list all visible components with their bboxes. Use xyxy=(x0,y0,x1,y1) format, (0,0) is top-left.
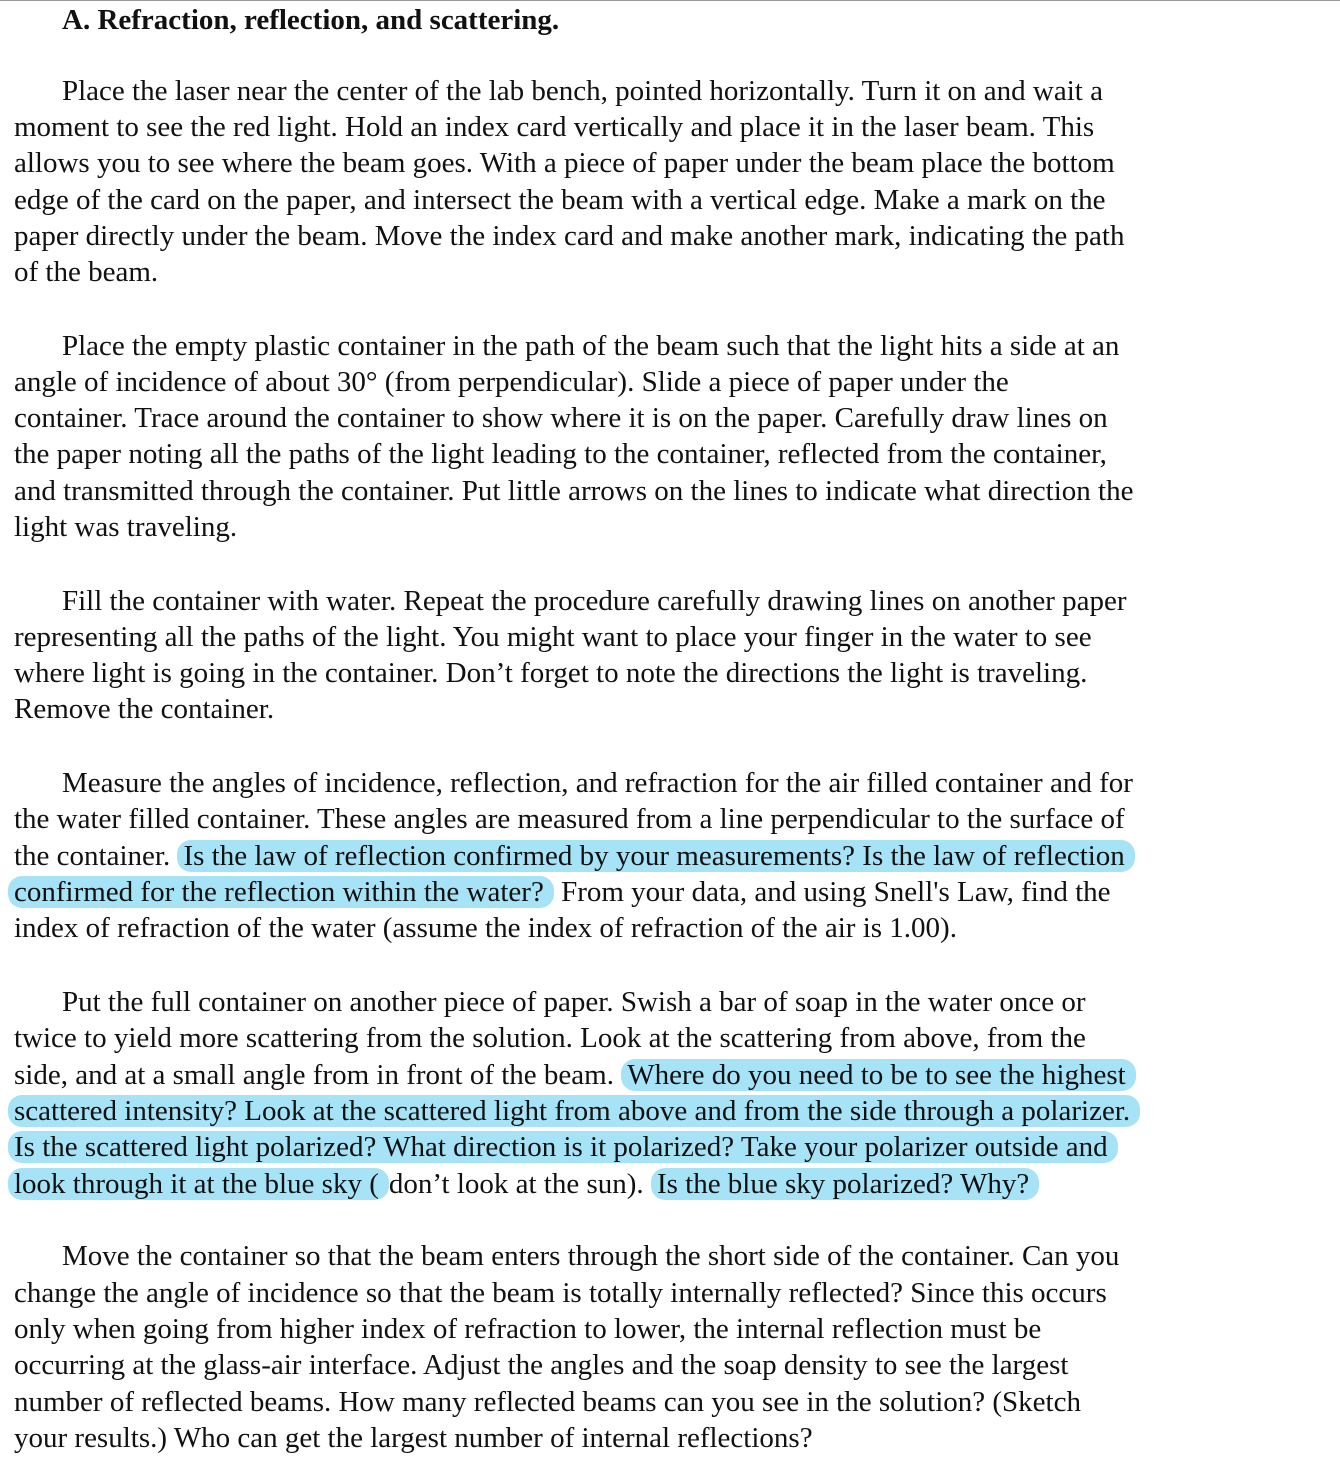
text-line xyxy=(14,1166,1039,1202)
text-line: edge of the card on the paper, and intersect the beam with a vertical edge. Make a mark on the xyxy=(14,184,1106,216)
text-line: only when going from higher index of refraction to lower, the internal reflection must be xyxy=(14,1313,1042,1345)
text-line xyxy=(14,838,1135,874)
text-line: index of refraction of the water (assume the index of refraction of the air is 1.00). xyxy=(14,912,957,944)
highlighted-question: Is the blue sky polarized? Why? xyxy=(651,1168,1039,1200)
text-line: container. Trace around the container to show where it is on the paper. Carefully draw lines on xyxy=(14,402,1108,434)
text-line: allows you to see where the beam goes. With a piece of paper under the beam place the bottom xyxy=(14,147,1115,179)
text-line: Put the full container on another piece of paper. Swish a bar of soap in the water once or xyxy=(62,986,1086,1018)
text-line: Place the laser near the center of the lab bench, pointed horizontally. Turn it on and wait a xyxy=(62,75,1103,107)
text-line: change the angle of incidence so that the beam is totally internally reflected? Since this occurs xyxy=(14,1277,1107,1309)
text-line: the water filled container. These angles are measured from a line perpendicular to the surface of xyxy=(14,803,1125,835)
text-line: number of reflected beams. How many reflected beams can you see in the solution? (Sketch xyxy=(14,1386,1081,1418)
text-line xyxy=(14,1093,1140,1129)
text-line xyxy=(14,1057,1136,1093)
text-line: Place the empty plastic container in the path of the beam such that the light hits a side at an xyxy=(62,330,1120,362)
text-line: of the beam. xyxy=(14,256,159,288)
plain-text: don’t look at the sun). xyxy=(388,1168,651,1200)
highlighted-question: Is the law of reflection confirmed by your measurements? Is the law of reflection xyxy=(177,840,1134,872)
text-line: twice to yield more scattering from the solution. Look at the scattering from above, from the xyxy=(14,1022,1086,1054)
highlighted-question: Where do you need to be to see the highest xyxy=(621,1059,1135,1091)
section-heading: A. Refraction, reflection, and scattering. xyxy=(62,4,560,36)
top-border-rule xyxy=(0,0,1340,1)
highlighted-question: Is the scattered light polarized? What direction is it polarized? Take your polarizer outside and xyxy=(8,1131,1118,1163)
text-line: and transmitted through the container. Put little arrows on the lines to indicate what direction the xyxy=(14,475,1134,507)
text-line xyxy=(14,1129,1118,1165)
highlighted-question: look through it at the blue sky ( xyxy=(8,1168,389,1200)
text-line xyxy=(14,874,1111,910)
text-line: your results.) Who can get the largest number of internal reflections? xyxy=(14,1422,813,1454)
text-line: the paper noting all the paths of the light leading to the container, reflected from the container, xyxy=(14,438,1107,470)
plain-text: side, and at a small angle from in front of the beam. xyxy=(14,1059,622,1091)
text-line: representing all the paths of the light. You might want to place your finger in the water to see xyxy=(14,621,1092,653)
text-line: angle of incidence of about 30° (from perpendicular). Slide a piece of paper under the xyxy=(14,366,1009,398)
text-line: Remove the container. xyxy=(14,693,275,725)
text-line: light was traveling. xyxy=(14,511,238,543)
text-line: where light is going in the container. Don’t forget to note the directions the light is traveling. xyxy=(14,657,1088,689)
text-line: paper directly under the beam. Move the index card and make another mark, indicating the path xyxy=(14,220,1125,252)
text-line: Fill the container with water. Repeat the procedure carefully drawing lines on another paper xyxy=(62,585,1127,617)
plain-text: the container. xyxy=(14,840,178,872)
plain-text: From your data, and using Snell's Law, find the xyxy=(553,876,1111,908)
text-line: moment to see the red light. Hold an index card vertically and place it in the laser beam. This xyxy=(14,111,1095,143)
text-line: Measure the angles of incidence, reflection, and refraction for the air filled container and for xyxy=(62,767,1133,799)
highlighted-question: confirmed for the reflection within the water? xyxy=(8,876,554,908)
highlighted-question: scattered intensity? Look at the scattered light from above and from the side through a polarizer. xyxy=(8,1095,1140,1127)
text-line: Move the container so that the beam enters through the short side of the container. Can you xyxy=(62,1240,1120,1272)
text-line: occurring at the glass-air interface. Adjust the angles and the soap density to see the largest xyxy=(14,1349,1069,1381)
